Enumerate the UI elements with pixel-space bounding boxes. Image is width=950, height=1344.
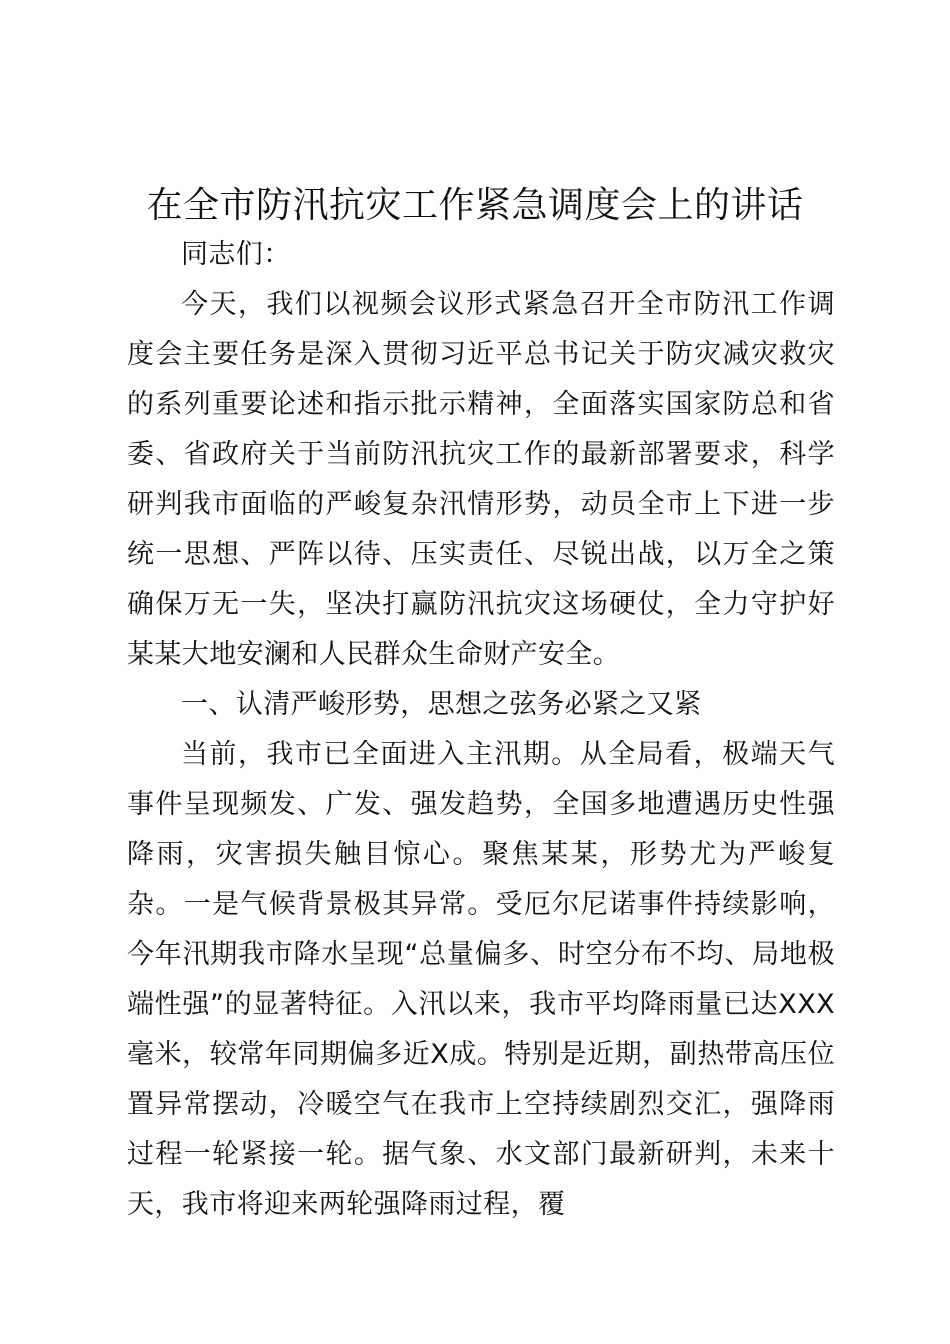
salutation: 同志们： [181, 239, 291, 270]
paragraph-intro: 今天，我们以视频会议形式紧急召开全市防汛工作调度会主要任务是深入贯彻习近平总书记关于防灾减灾救灾的系列重要论述和指示批示精神，全面落实国家防总和省委、省政府关于当前防汛抗灾工作的最新部署要求，科学研判我市面临的严峻复杂汛情形势，动员全市上下进一步统一思想、严阵以待、压实责任、尽锐出战，以万全之策确保万无一失，坚决打赢防汛抗灾这场硬仗，全力守护好某某大地安澜和人民群众生命财产安全。 [127, 289, 835, 670]
document-body [127, 230, 835, 1230]
paragraph-section-1: 当前，我市已全面进入主汛期。从全局看，极端天气事件呈现频发、广发、强发趋势，全国多地遭遇历史性强降雨，灾害损失触目惊心。聚焦某某，形势尤为严峻复杂。一是气候背景极其异常。受厄尔尼诺事件持续影响，今年汛期我市降水呈现“总量偏多、时空分布不均、局地极端性强”的显著特征。入汛以来，我市平均降雨量已达XXX毫米，较常年同期偏多近X成。特别是近期，副热带高压位置异常摆动，冷暖空气在我市上空持续剧烈交汇，强降雨过程一轮紧接一轮。据气象、水文部门最新研判，未来十天，我市将迎来两轮强降雨过程，覆 [127, 739, 835, 1220]
document-title: 在全市防汛抗灾工作紧急调度会上的讲话 [146, 185, 804, 226]
section-heading: 一、认清严峻形势，思想之弦务必紧之又紧 [181, 689, 702, 720]
